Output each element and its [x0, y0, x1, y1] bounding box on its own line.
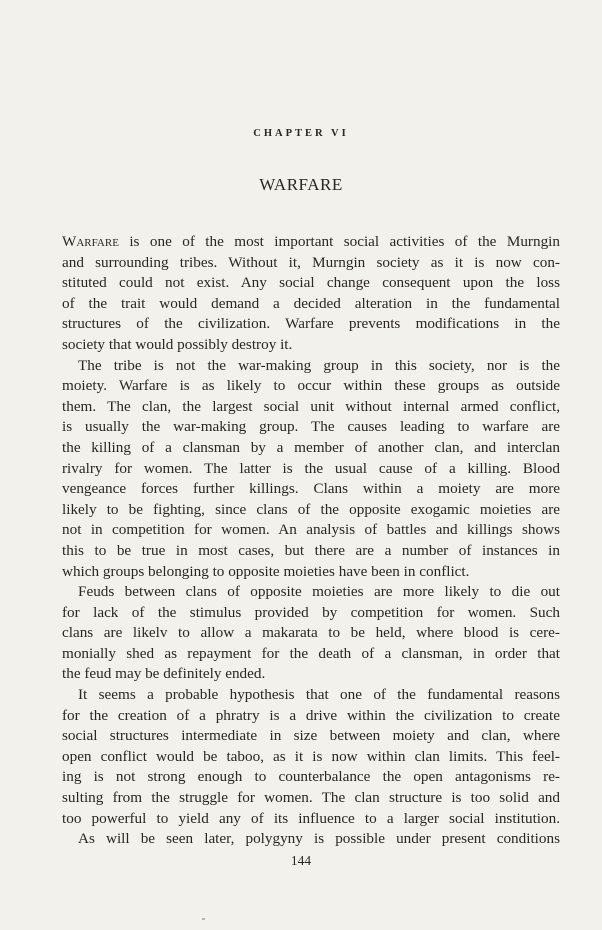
- body-text: [62, 232, 560, 850]
- text-line: too powerful to yield any of its influence to a larger social institution.: [62, 809, 560, 827]
- text-line: It seems a probable hypothesis that one of the fundamental reasons: [78, 686, 560, 704]
- text-line: moiety. Warfare is as likely to occur within these groups as outside: [62, 377, 560, 395]
- text-line: clans are likelv to allow a makarata to be held, where blood is cere-: [62, 624, 560, 642]
- text-line: of the trait would demand a decided alteration in the fundamental: [62, 294, 560, 312]
- text-line: the killing of a clansman by a member of another clan, and interclan: [62, 438, 560, 456]
- text-line: likely to be fighting, since clans of the opposite exogamic moieties are: [62, 500, 560, 518]
- text-line: the feud may be definitely ended.: [62, 665, 266, 683]
- text-line: [62, 232, 560, 253]
- text-line: not in competition for women. An analysis of battles and killings shows: [62, 521, 560, 539]
- text-line: sulting from the struggle for women. The clan structure is too solid and: [62, 789, 560, 807]
- text-line: which groups belonging to opposite moieties have been in conflict.: [62, 562, 470, 580]
- text-line: monially shed as repayment for the death of a clansman, in order that: [62, 644, 560, 662]
- text-line: rivalry for women. The latter is the usual cause of a killing. Blood: [62, 459, 560, 477]
- page-number: 144: [290, 853, 312, 868]
- text-line: social structures intermediate in size between moiety and clan, where: [62, 727, 560, 745]
- text-line: this to be true in most cases, but there are a number of instances in: [62, 541, 560, 559]
- text-line: society that would possibly destroy it.: [62, 335, 293, 353]
- text-line: vengeance forces further killings. Clans within a moiety are more: [62, 480, 560, 498]
- text-line: open conflict would be taboo, as it is now within clan limits. This feel-: [62, 747, 560, 765]
- paper-speck: [202, 918, 205, 920]
- chapter-label: CHAPTER VI: [253, 128, 349, 139]
- text-line: structures of the civilization. Warfare prevents modifications in the: [62, 315, 560, 333]
- text-line: ing is not strong enough to counterbalance the open antagonisms re-: [62, 768, 560, 786]
- text-line: them. The clan, the largest social unit without internal armed conflict,: [62, 397, 560, 415]
- text-line: The tribe is not the war-making group in this society, nor is the: [78, 356, 560, 374]
- text-line: Feuds between clans of opposite moieties are more likely to die out: [78, 583, 560, 601]
- text-line: As will be seen later, polygyny is possible under present conditions: [78, 830, 560, 848]
- text-line: for lack of the stimulus provided by competition for women. Such: [62, 603, 560, 621]
- drop-word: Warfare: [62, 233, 119, 250]
- chapter-title: WARFARE: [259, 175, 343, 194]
- text-line: and surrounding tribes. Without it, Murngin society as it is now con-: [62, 253, 560, 271]
- text-line: is usually the war-making group. The causes leading to warfare are: [62, 418, 560, 436]
- text-line: stituted could not exist. Any social change consequent upon the loss: [62, 274, 560, 292]
- text-line: for the creation of a phratry is a drive within the civilization to create: [62, 706, 560, 724]
- text-line-rest: is one of the most important social activities of the Murngin: [118, 233, 560, 250]
